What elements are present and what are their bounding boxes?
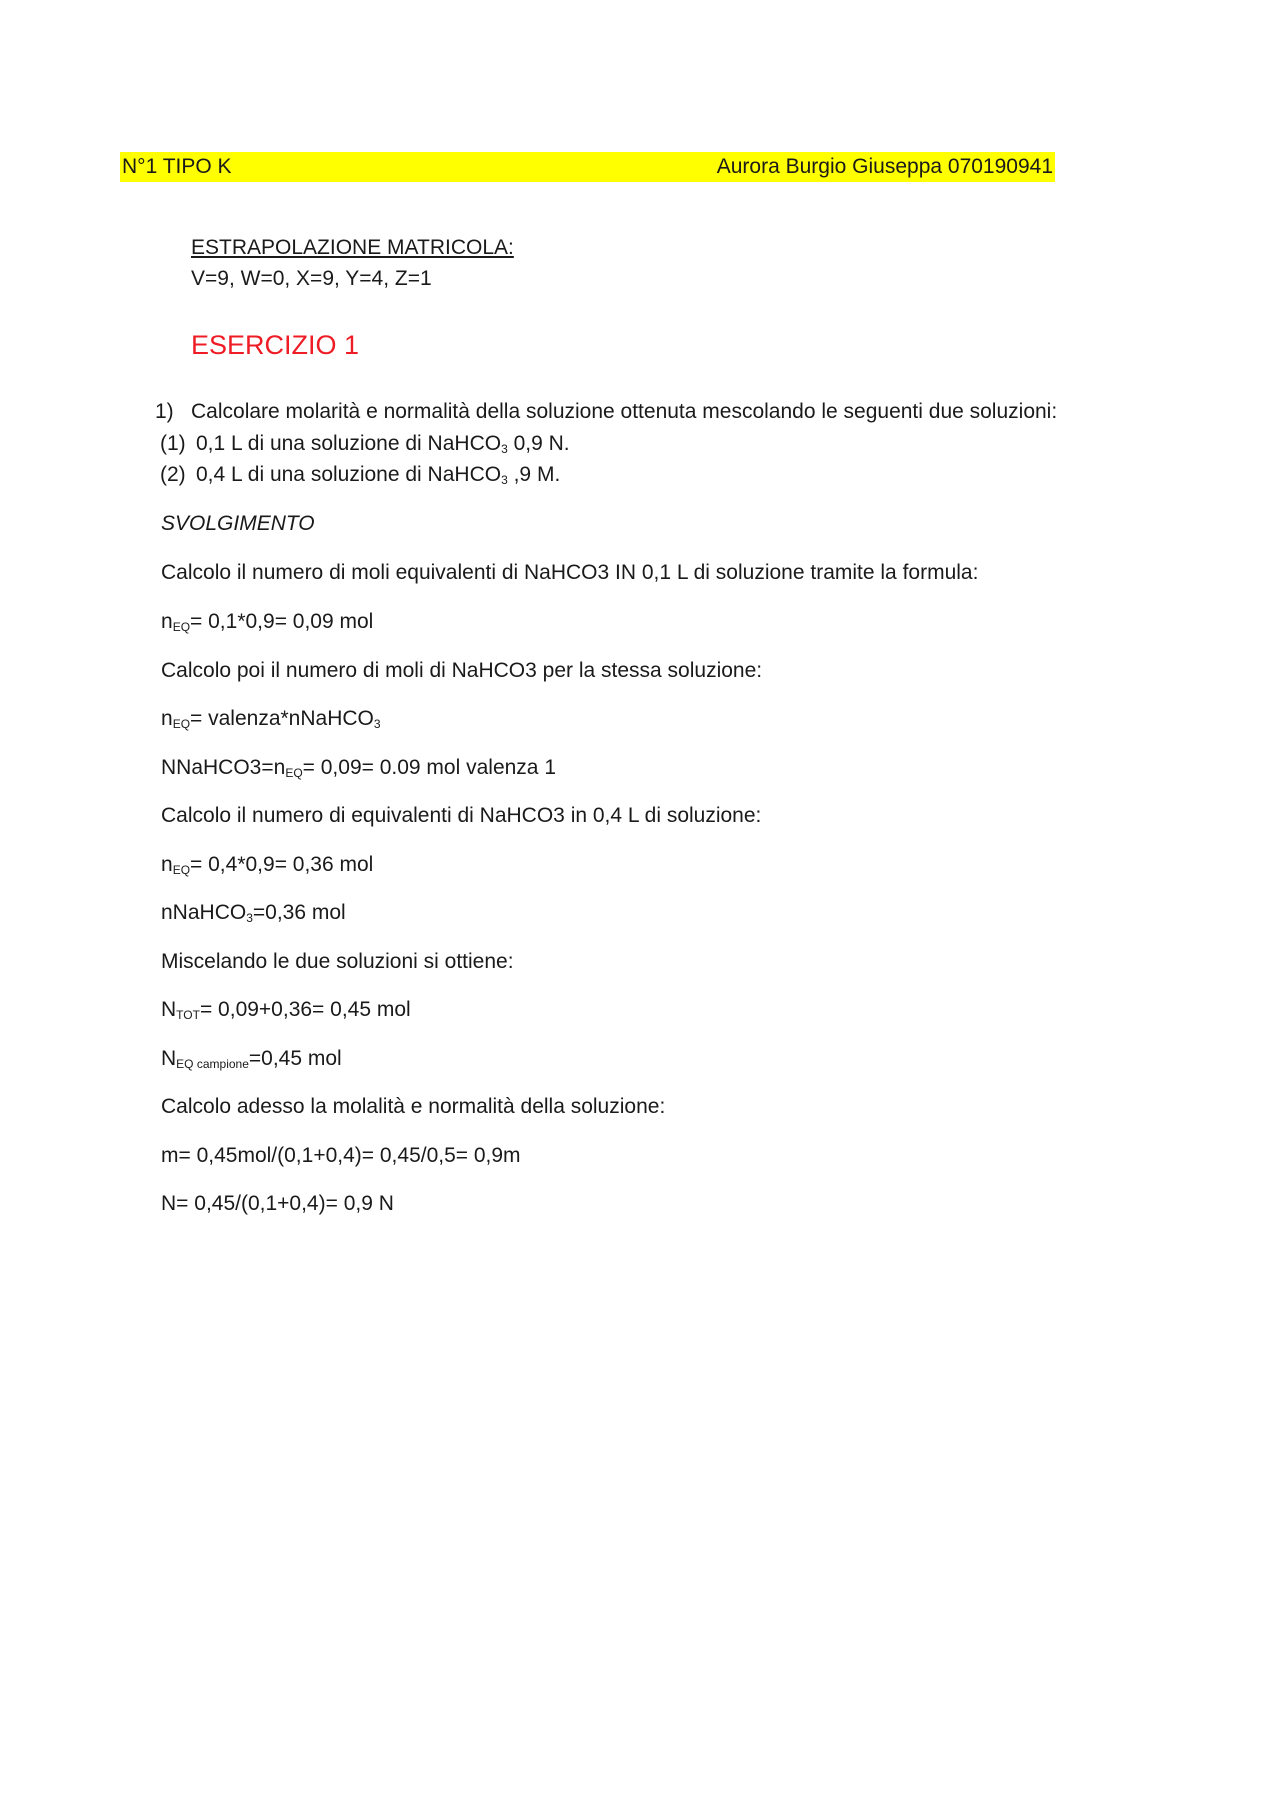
svolgimento-title: SVOLGIMENTO — [161, 512, 315, 535]
line-text: N — [161, 1047, 177, 1070]
solution-text: ,9 M. — [507, 463, 561, 486]
matricola-values: V=9, W=0, X=9, Y=4, Z=1 — [191, 267, 432, 290]
line-text: Calcolo poi il numero di moli di NaHCO3 per la stessa soluzione: — [161, 659, 763, 682]
svolgimento-line — [161, 804, 761, 828]
line-text: N — [161, 998, 177, 1021]
exercise-title: ESERCIZIO 1 — [191, 330, 360, 360]
solution-text: 0,9 N. — [507, 432, 570, 455]
line-text: =0,36 mol — [252, 901, 346, 924]
svolgimento-line — [161, 659, 762, 683]
solution-item — [160, 432, 570, 456]
line-text: n — [161, 707, 173, 730]
line-text: = 0,09+0,36= 0,45 mol — [199, 998, 411, 1021]
problem-number: 1) — [155, 400, 174, 423]
svolgimento-line — [161, 610, 373, 634]
line-text: nNaHCO — [161, 901, 247, 924]
student-info: Aurora Burgio Giuseppa 070190941 — [716, 155, 1053, 178]
line-text: n — [161, 610, 173, 633]
matricola-title: ESTRAPOLAZIONE MATRICOLA: — [191, 236, 514, 259]
svolgimento-line — [161, 901, 346, 925]
line-text: m= 0,45mol/(0,1+0,4)= 0,45/0,5= 0,9m — [161, 1144, 521, 1167]
svolgimento-line — [161, 756, 556, 780]
subscript: EQ — [172, 717, 191, 731]
svolgimento-line — [161, 998, 411, 1022]
subscript: 3 — [501, 473, 508, 487]
subscript: EQ — [172, 620, 191, 634]
svolgimento-line — [161, 1144, 521, 1168]
subscript: 3 — [373, 717, 381, 731]
line-text: Calcolo il numero di moli equivalenti di NaHCO3 IN 0,1 L di soluzione tramite la formula: — [161, 561, 979, 584]
line-text: n — [161, 853, 173, 876]
svolgimento-line — [161, 1095, 665, 1119]
line-text: = 0,09= 0.09 mol valenza 1 — [302, 756, 556, 779]
problem-statement — [155, 400, 1057, 424]
svolgimento-line — [161, 707, 381, 731]
subscript: 3 — [246, 911, 253, 925]
line-text: = valenza*nNaHCO — [190, 707, 374, 730]
line-text: NNaHCO3=n — [161, 756, 286, 779]
problem-text: Calcolare molarità e normalità della soluzione ottenuta mescolando le seguenti due soluzioni: — [191, 400, 1058, 423]
document-type: N°1 TIPO K — [122, 155, 232, 178]
line-text: = 0,4*0,9= 0,36 mol — [190, 853, 374, 876]
line-text: Miscelando le due soluzioni si ottiene: — [161, 950, 514, 973]
solution-item — [160, 463, 560, 487]
header-bar — [120, 152, 1055, 182]
subscript: EQ — [285, 766, 303, 780]
svolgimento-line — [161, 853, 373, 877]
solution-number: (1) — [160, 432, 186, 455]
line-text: N= 0,45/(0,1+0,4)= 0,9 N — [161, 1192, 394, 1215]
line-text: Calcolo adesso la molalità e normalità della soluzione: — [161, 1095, 666, 1118]
svolgimento-line — [161, 561, 978, 585]
line-text: Calcolo il numero di equivalenti di NaHCO3 in 0,4 L di soluzione: — [161, 804, 762, 827]
svolgimento-line — [161, 1047, 342, 1071]
subscript: EQ campione — [176, 1057, 249, 1071]
solution-text: 0,1 L di una soluzione di NaHCO — [196, 432, 502, 455]
subscript: TOT — [176, 1008, 200, 1022]
line-text: = 0,1*0,9= 0,09 mol — [190, 610, 374, 633]
svolgimento-line — [161, 1192, 394, 1216]
svolgimento-line — [161, 950, 514, 974]
solution-number: (2) — [160, 463, 186, 486]
subscript: EQ — [172, 863, 191, 877]
solution-text: 0,4 L di una soluzione di NaHCO — [196, 463, 502, 486]
line-text: =0,45 mol — [248, 1047, 342, 1070]
subscript: 3 — [501, 442, 508, 456]
